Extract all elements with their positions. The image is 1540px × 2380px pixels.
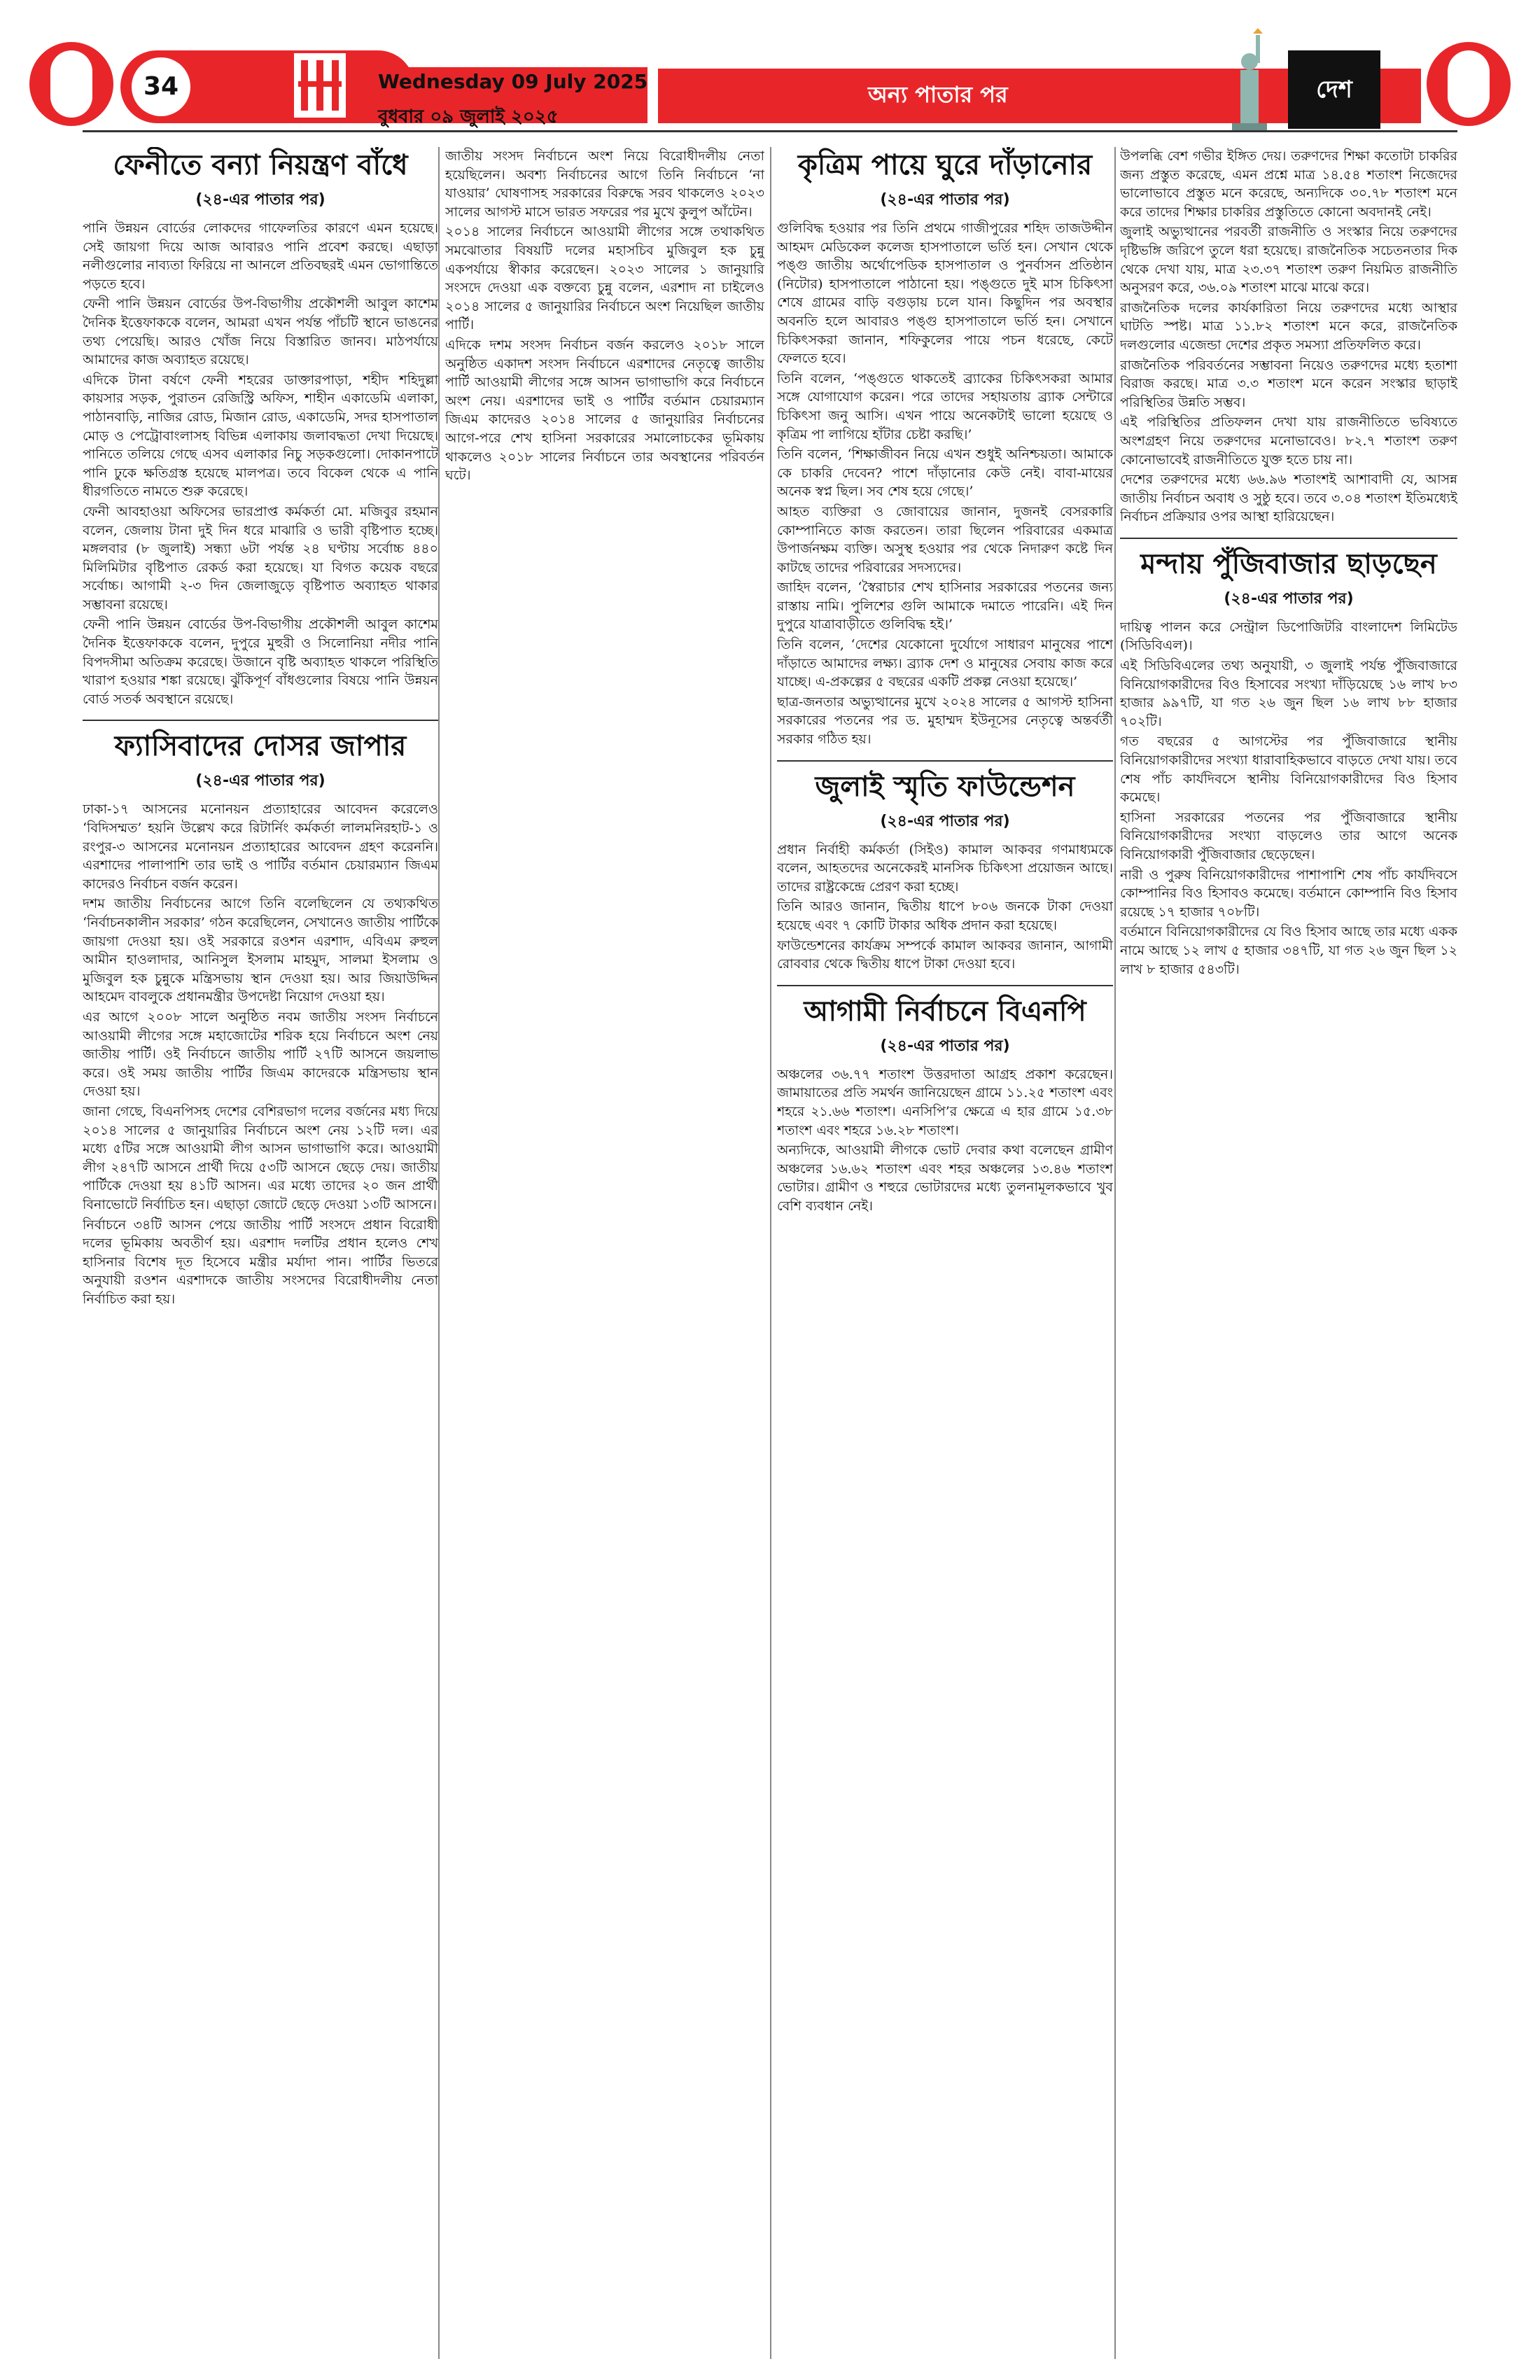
page-header — [0, 0, 1540, 140]
article-paragraph: জাতীয় সংসদ নির্বাচনে অংশ নিয়ে বিরোধীদলীয় নেতা হয়েছিলেন। অবশ্য নির্বাচনের আগে তিনি নির্বাচনে ‘না যাওয়ার’ ঘোষণাসহ সরকারের বিরুদ্ধে সরব থাকলেও ২০২৩ সালের আগস্ট মাসে ভারত সফরের পর মুখে কুলুপ আঁটেন। — [445, 148, 764, 220]
article-paragraph: ফেনী আবহাওয়া অফিসের ভারপ্রাপ্ত কর্মকর্তা মো. মজিবুর রহমান বলেন, জেলায় টানা দুই দিন ধরে মাঝারি ও ভারী বৃষ্টিপাত হচ্ছে। মঙ্গলবার (৮ জুলাই) সন্ধ্যা ৬টা পর্যন্ত ২৪ ঘণ্টায় সর্বোচ্চ ৪৪০ মিলিমিটার বৃষ্টিপাত রেকর্ড করা হয়েছে। যা বিগত কয়েক বছরে সর্বোচ্চ। আগামী ২-৩ দিন জেলাজুড়ে বৃষ্টিপাত অব্যাহত থাকার সম্ভাবনা রয়েছে। — [83, 503, 438, 612]
column-1 — [83, 147, 438, 2359]
article-japa — [83, 728, 438, 1308]
article-paragraph: অন্যদিকে, আওয়ামী লীগকে ভোট দেবার কথা বলেছেন গ্রামীণ অঞ্চলের ১৬.৬২ শতাংশ এবং শহর অঞ্চলের ১৩.৪৬ শতাংশ ভোটার। গ্রামীণ ও শহুরে ভোটারদের মধ্যে তুলনামূলকভাবে খুব বেশি ব্যবধান নেই। — [777, 1142, 1113, 1214]
article-separator — [1120, 538, 1457, 539]
continuation-note: (২৪-এর পাতার পর) — [880, 812, 1010, 830]
article-headline: আগামী নির্বাচনে বিএনপি — [804, 995, 1086, 1028]
article-separator — [777, 985, 1113, 986]
article-paragraph: ফেনী পানি উন্নয়ন বোর্ডের উপ-বিভাগীয় প্রকৌশলী আবুল কাশেম দৈনিক ইত্তেফাককে বলেন, আমরা এখন পর্যন্ত পাঁচটি স্থানে ভাঙনের তথ্য পেয়েছি। আরও খোঁজ নিয়ে বিস্তারিত জানব। মাঠপর্যায়ে আমাদের কাজ অব্যাহত রয়েছে। — [83, 296, 438, 368]
article-paragraph: জাহিদ বলেন, ‘স্বৈরাচার শেখ হাসিনার সরকারের পতনের জন্য রাস্তায় নামি। পুলিশের গুলি আমাকে দমাতে পারেনি। এই দিন দুপুরে যাত্রাবাড়ীতে গুলিবিদ্ধ হই।’ — [777, 580, 1113, 633]
desh-logo: দেশ — [1288, 50, 1380, 129]
column-divider — [770, 147, 771, 2359]
article-paragraph: উপলব্ধি বেশ গভীর ইঙ্গিত দেয়। তরুণদের শিক্ষা কতোটা চাকরির জন্য প্রস্তুত করেছে, এমন প্রশ্নে মাত্র ১৪.৫৪ শতাংশ নিজেদের ভালোভাবে প্রস্তুত মনে করেছে, অন্যদিকে ৩০.৭৮ শতাংশ মনে করে তাদের শিক্ষার চাকরির প্রস্তুতিতে কোনো অবদানই নেই। — [1120, 148, 1457, 220]
article-paragraph: তিনি বলেন, ‘দেশের যেকোনো দুর্যোগে সাধারণ মানুষের পাশে দাঁড়াতে আমাদের লক্ষ্য। ব্র্যাক দেশ ও মানুষের সেবায় কাজ করে যাচ্ছে। এ-প্রকল্পের ৫ বছরের একটি প্রকল্প নেওয়া হয়েছে।’ — [777, 637, 1113, 690]
article-paragraph: জানা গেছে, বিএনপিসহ দেশের বেশিরভাগ দলের বর্জনের মধ্য দিয়ে ২০১৪ সালের ৫ জানুয়ারির নির্বাচনে অংশ নেয় ১২টি দল। এর মধ্যে ৫টির সঙ্গে আওয়ামী লীগ আসন ভাগাভাগি করে। আওয়ামী লীগ ২৪৭টি আসনে প্রার্থী দিয়ে ৫৩টি আসনে ছেড়ে দেয়। জাতীয় পার্টিকে দেওয়া হয় ৪১টি আসন। এর মধ্যে তাদের ২০ জন প্রার্থী বিনাভোটে নির্বাচিত হন। এছাড়া জোটে ছেড়ে দেওয়া ১৩টি আসনে। — [83, 1103, 438, 1212]
continuation-note: (২৪-এর পাতার পর) — [880, 1037, 1010, 1055]
article-paragraph: ২০১৪ সালের নির্বাচনে আওয়ামী লীগের সঙ্গে তথাকথিত সমঝোতার বিষয়টি দলের মহাসচিব মুজিবুল হক চুন্নু একপর্যায়ে স্বীকার করেছেন। ২০২৩ সালের ১ জানুয়ারি সংসদে দেওয়া এক বক্তব্যে চুন্নু বলেন, এরশাদ না চাইলেও ২০১৪ সালের ৫ জানুয়ারির নির্বাচনে অংশ নিয়েছিল জাতীয় পার্টি। — [445, 224, 764, 333]
article-paragraph: বর্তমানে বিনিয়োগকারীদের যে বিও হিসাব আছে তার মধ্যে একক নামে আছে ১২ লাখ ৫ হাজার ৩৪৭টি, যা গত ২৬ জুন ছিল ১২ লাখ ৮ হাজার ৫৪৩টি। — [1120, 924, 1457, 977]
article-paragraph: হাসিনা সরকারের পতনের পর পুঁজিবাজারে স্থানীয় বিনিয়োগকারীদের সংখ্যা বাড়লেও তার আগে অনেক বিনিয়োগকারী পুঁজিবাজার ছেড়েছেন। — [1120, 809, 1457, 862]
column-divider — [438, 147, 440, 2359]
article-paragraph: নারী ও পুরুষ বিনিয়োগকারীদের পাশাপাশি শেষ পাঁচ কার্যদিবসে কোম্পানির বিও হিসাবও কমেছে। বর্তমানে কোম্পানি বিও হিসাব রয়েছে ১৭ হাজার ৭০৮টি। — [1120, 867, 1457, 920]
article-paragraph: তিনি বলেন, ‘পঙ্গুতে থাকতেই ব্র্যাকের চিকিৎসকরা আমার সঙ্গে যোগাযোগ করেন। পরে তাদের সহায়তায় ব্র্যাক সেন্টারে চিকিৎসা জনু আসি। এখন পায়ে অনেকটাই ভালো হয়েছে ও কৃত্রিম পা লাগিয়ে হাঁটার চেষ্টা করছি।’ — [777, 370, 1113, 442]
article-flood — [83, 147, 438, 708]
date-bangla: বুধবার ০৯ জুলাই ২০২৫ — [378, 106, 559, 127]
article-paragraph: অঞ্চলের ৩৬.৭৭ শতাংশ উত্তরদাতা আগ্রহ প্রকাশ করেছেন। জামায়াতের প্রতি সমর্থন জানিয়েছেন গ্রামে ১১.২৫ শতাংশ এবং শহরে ২১.৬৬ শতাংশ। এনসিপি’র ক্ষেত্রে এ হার গ্রামে ১৫.৩৮ শতাংশ এবং শহরে ১৬.২৮ শতাংশ। — [777, 1066, 1113, 1138]
article-bnp-election — [777, 993, 1113, 1216]
article-separator — [777, 760, 1113, 762]
article-paragraph: এদিকে দশম সংসদ নির্বাচন বর্জন করলেও ২০১৮ সালে অনুষ্ঠিত একাদশ সংসদ নির্বাচনে এরশাদের নেতৃত্বে জাতীয় পার্টি আওয়ামী লীগের সঙ্গে আসন ভাগাভাগি করে নির্বাচনে অংশ নেয়। এরশাদের ভাই ও পার্টির বর্তমান চেয়ারম্যান জিএম কাদেরও ২০১৪ সালের ৫ জানুয়ারির নির্বাচনের আগে-পরে শেখ হাসিনা সরকারের সমালোচকের ভূমিকায় থাকলেও ২০১৮ সালের নির্বাচনে তার অবস্থানের পরিবর্তন ঘটে। — [445, 337, 764, 484]
article-youth-survey — [1120, 147, 1457, 526]
article-paragraph: দায়িত্ব পালন করে সেন্ট্রাল ডিপোজিটরি বাংলাদেশ লিমিটেড (সিডিবিএল)। — [1120, 619, 1457, 654]
right-ring-ornament — [1427, 42, 1511, 126]
article-paragraph: এদিকে টানা বর্ষণে ফেনী শহরের ডাক্তারপাড়া, শহীদ শহিদুল্লা কায়সার সড়ক, পুরাতন রেজিস্ট্রি অফিস, শাহীন একাডেমি এলাকা, পাঠানবাড়ি, নাজির রোড, মিজান রোড, একাডেমি, সদর হাসপাতাল মোড় ও পেট্রোবাংলাসহ বিভিন্ন এলাকায় জলাবদ্ধতা দেখা দিয়েছে। পানিতে তলিয়ে গেছে এসব এলাকার নিচু সড়কগুলো। দোকানপাটে পানি ঢুকে ক্ষতিগ্রস্ত হয়েছে মালপত্র। তবে বিকেল থেকে এ পানি ধীরগতিতে নামতে শুরু করেছে। — [83, 372, 438, 500]
continuation-note: (২৪-এর পাতার পর) — [195, 772, 326, 790]
article-paragraph: এই সিডিবিএলের তথ্য অনুযায়ী, ৩ জুলাই পর্যন্ত পুঁজিবাজারে বিনিয়োগকারীদের বিও হিসাবের সংখ্যা দাঁড়িয়েছে ১৬ লাখ ৮৩ হাজার ৯৯৭টি, যা গত ২৬ জুন ছিল ১৬ লাখ ৮৮ হাজার ৭০২টি। — [1120, 658, 1457, 729]
article-paragraph: দেশের তরুণদের মধ্যে ৬৬.৯৬ শতাংশই আশাবাদী যে, আসন্ন জাতীয় নির্বাচন অবাধ ও সুষ্ঠু হবে। তবে ৩.০৪ শতাংশ ইতিমধ্যেই নির্বাচন প্রক্রিয়ার ওপর আস্থা হারিয়েছেন। — [1120, 472, 1457, 525]
article-stock-market — [1120, 546, 1457, 979]
article-july-foundation — [777, 769, 1113, 974]
article-paragraph: দশম জাতীয় নির্বাচনের আগে তিনি বলেছিলেন যে তথ্যকথিত ‘নির্বাচনকালীন সরকার’ গঠন করেছিলেন, সেখানেও জাতীয় পার্টিকে জায়গা দেওয়া হয়। ওই সরকারে রওশন এরশাদ, এবিএম রুহুল আমীন হাওলাদার, আনিসুল ইসলাম মাহমুদ, সালমা ইসলাম ও মুজিবুল হক চুন্নুকে মন্ত্রিসভায় স্থান দেওয়া হয়। আর জিয়াউদ্দিন আহমেদ বাবলুকে প্রধানমন্ত্রীর উপদেষ্টা নিয়োগ দেওয়া হয়। — [83, 896, 438, 1005]
article-paragraph: প্রধান নির্বাহী কর্মকর্তা (সিইও) কামাল আকবর গণমাধ্যমকে বলেন, আহতদের অনেকেরই মানসিক চিকিৎসা প্রয়োজন আছে। তাদের রাষ্ট্রকেন্দ্রে প্রেরণ করা হচ্ছে। — [777, 841, 1113, 895]
left-ring-ornament — [29, 42, 113, 126]
article-paragraph: এই পরিস্থিতির প্রতিফলন দেখা যায় রাজনীতিতে ভবিষ্যতে অংশগ্রহণ নিয়ে তরুণদের মনোভাবেও। ৮২.৭ শতাংশ তরুণ কোনোভাবেই রাজনীতিতে যুক্ত হতে চায় না। — [1120, 414, 1457, 468]
article-paragraph: ফাউন্ডেশনের কার্যক্রম সম্পর্কে কামাল আকবর জানান, আগামী রোববার থেকে দ্বিতীয় ধাপে টাকা দেওয়া হবে। — [777, 937, 1113, 972]
column-2 — [445, 147, 764, 2359]
continuation-note: (২৪-এর পাতার পর) — [1224, 589, 1354, 608]
article-paragraph: পানি উন্নয়ন বোর্ডের লোকদের গাফেলতির কারণে এমন হয়েছে। সেই জায়গা দিয়ে আজ আবারও পানি প্রবেশ করছে। এছাড়া নলীগুলোর নাব্যতা ফিরিয়ে না আনলে প্রতিবছরই এমন ভোগান্তিতে পড়তে হবে। — [83, 220, 438, 292]
article-paragraph: ঢাকা-১৭ আসনের মনোনয়ন প্রত্যাহারের আবেদন করেলেও ‘বিদিসম্মত’ হয়নি উল্লেখ করে রিটার্নিং কর্মকর্তা লালমনিরহাট-১ ও রংপুর-৩ আসনের মনোনয়ন প্রত্যাহারের আবেদন গ্রহণ করেননি। এরশাদের পালাপাশি তার ভাই ও পার্টির বর্তমান চেয়ারম্যান জিএম কাদেরও নির্বাচন বর্জন করেন। — [83, 802, 438, 892]
article-paragraph: গত বছরের ৫ আগস্টের পর পুঁজিবাজারে স্থানীয় বিনিয়োগকারীদের সংখ্যা ধারাবাহিকভাবে বাড়তে দেখা যায়। তবে শেষ পাঁচ কার্যদিবসে স্থানীয় বিনিয়োগকারীদের বিও হিসাব কমেছে। — [1120, 734, 1457, 806]
newspaper-emblem-icon — [294, 53, 346, 118]
article-paragraph: রাজনৈতিক পরিবর্তনের সম্ভাবনা নিয়েও তরুণদের মধ্যে হতাশা বিরাজ করছে। মাত্র ৩.৩ শতাংশ মনে করেন সংস্কার ছাড়াই পরিস্থিতির উন্নতি সম্ভব। — [1120, 357, 1457, 410]
article-headline: কৃত্রিম পায়ে ঘুরে দাঁড়ানোর — [797, 149, 1093, 181]
column-3 — [777, 147, 1113, 2359]
article-paragraph: তিনি আরও জানান, দ্বিতীয় ধাপে ৮০৬ জনকে টাকা দেওয়া হয়েছে এবং ৭ কোটি টাকার অধিক প্রদান করা হয়েছে। — [777, 899, 1113, 933]
article-paragraph: রাজনৈতিক দলের কার্যকারিতা নিয়ে তরুণদের মধ্যে আস্থার ঘাটতি স্পষ্ট। মাত্র ১১.৮২ শতাংশ মনে করে, রাজনৈতিক দলগুলোর এজেন্ডা দেশের প্রকৃত সমস্যা প্রতিফলিত করে। — [1120, 300, 1457, 353]
article-paragraph: জুলাই অভ্যুত্থানের পরবর্তী রাজনীতি ও সংস্কার নিয়ে তরুণদের দৃষ্টিভঙ্গি জরিপে তুলে ধরা হয়েছে। রাজনৈতিক সচেতনতার দিক থেকে দেখা যায়, মাত্র ২৩.৩৭ শতাংশ তরুণ নিয়মিত রাজনীতি অনুসরণ করে, ৩৬.০৯ শতাংশ মাঝে মাঝে করে। — [1120, 224, 1457, 296]
article-headline: জুলাই স্মৃতি ফাউন্ডেশন — [815, 770, 1075, 803]
article-headline: মন্দায় পুঁজিবাজার ছাড়ছেন — [1140, 547, 1437, 580]
statue-of-liberty-icon — [1211, 28, 1288, 133]
article-paragraph: ছাত্র-জনতার অভ্যুত্থানের মুখে ২০২৪ সালের ৫ আগস্ট হাসিনা সরকারের পতনের পর ড. মুহাম্মদ ইউনূসের নেতৃত্বে অন্তর্বর্তী সরকার গঠিত হয়। — [777, 694, 1113, 748]
article-paragraph: নির্বাচনে ৩৪টি আসন পেয়ে জাতীয় পার্টি সংসদে প্রধান বিরোধী দলের ভূমিকায় অবতীর্ণ হয়। এরশাদ দলটির প্রধান হলেও শেখ হাসিনার বিশেষ দূত হিসেবে মন্ত্রীর মর্যাদা পান। পার্টির ভিতরে অনুযায়ী রওশন এরশাদকে জাতীয় সংসদের বিরোধীদলীয় নেতা নির্বাচিত করা হয়। — [83, 1217, 438, 1307]
article-paragraph: ফেনী পানি উন্নয়ন বোর্ডের উপ-বিভাগীয় প্রকৌশলী আবুল কাশেম দৈনিক ইত্তেফাককে বলেন, দুপুরে মুহুরী ও সিলোনিয়া নদীর পানি বিপদসীমা অতিক্রম করেছে। উজানে বৃষ্টি অব্যাহত থাকলে পরিস্থিতি খারাপ হওয়ার শঙ্কা রয়েছে। ঝুঁকিপূর্ণ বাঁধগুলোর বিষয়ে পানি উন্নয়ন বোর্ড সতর্ক অবস্থানে রয়েছে। — [83, 617, 438, 707]
column-4 — [1120, 147, 1457, 2359]
article-paragraph: তিনি বলেন, ‘শিক্ষাজীবন নিয়ে এখন শুধুই অনিশ্চয়তা। আমাকে কে চাকরি দেবেন? পাশে দাঁড়ানোর কেউ নেই। বাবা-মায়ের অনেক স্বপ্ন ছিল। সব শেষ হয়ে গেছে।’ — [777, 447, 1113, 500]
article-paragraph: আহত ব্যক্তিরা ও জোবায়ের জানান, দুজনই বেসরকারি কোম্পানিতে কাজ করতেন। তারা ছিলেন পরিবারের একমাত্র উপার্জনক্ষম ব্যক্তি। অসুস্থ হওয়ার পর থেকে নিদারুণ কষ্টে দিন কাটছে তাদের পরিবারের সদস্যদের। — [777, 503, 1113, 575]
article-prosthetic — [777, 147, 1113, 749]
header-rule — [83, 130, 1457, 132]
article-headline: ফেনীতে বন্যা নিয়ন্ত্রণ বাঁধে — [113, 149, 408, 181]
continuation-note: (২৪-এর পাতার পর) — [880, 191, 1010, 209]
continuation-note: (২৪-এর পাতার পর) — [195, 191, 326, 209]
date-english: Wednesday 09 July 2025 — [378, 70, 648, 93]
article-paragraph: এর আগে ২০০৮ সালে অনুষ্ঠিত নবম জাতীয় সংসদ নির্বাচনে আওয়ামী লীগের সঙ্গে মহাজোটের শরিক হয়ে নির্বাচনে অংশ নেয় জাতীয় পার্টি। ওই নির্বাচনে জাতীয় পার্টি ২৭টি আসনে জয়লাভ করে। ওই সময় জাতীয় পার্টির জিএম কাদেরকে মন্ত্রিসভায় স্থান দেওয়া হয়। — [83, 1009, 438, 1100]
article-paragraph: গুলিবিদ্ধ হওয়ার পর তিনি প্রথমে গাজীপুরের শহিদ তাজউদ্দীন আহমদ মেডিকেল কলেজ হাসপাতালে ভর্তি হন। সেখান থেকে পঙ্গু জাতীয় অর্থোপেডিক হাসপাতাল ও পুনর্বাসন প্রতিষ্ঠান (নিটোর) হাসপাতালে পাঠানো হয়। পঙ্গুতে দুই মাস চিকিৎসা শেষে গ্রামের বাড়ি বগুড়ায় চলে যান। কিছুদিন পর অবস্থার অবনতি হলে আবারও পঙ্গু হাসপাতালে ভর্তি হন। সেখানে চিকিৎসকরা জানান, শফিকুলের পায়ে পচন ধরেছে, কেটে ফেলতে হবে। — [777, 220, 1113, 367]
section-title: অন্য পাতার পর — [868, 81, 1008, 108]
article-separator — [83, 720, 438, 721]
page-number: 34 — [132, 57, 190, 116]
article-headline: ফ্যাসিবাদের দোসর জাপার — [114, 730, 407, 763]
column-divider — [1114, 147, 1116, 2359]
